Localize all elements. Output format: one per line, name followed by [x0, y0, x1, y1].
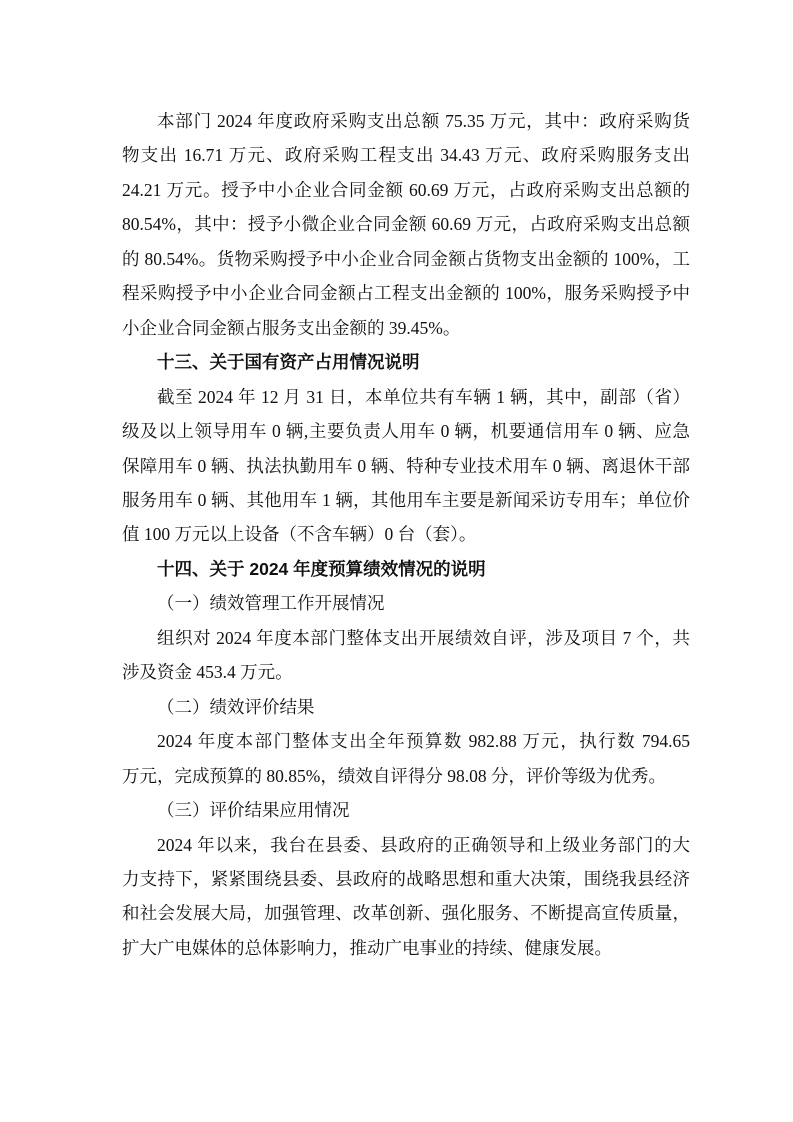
procurement-paragraph	[122, 104, 690, 345]
paragraph-line: 和社会发展大局，加强管理、改革创新、强化服务、不断提高宣传质量，	[122, 903, 690, 924]
subsection-heading-1: （一）绩效管理工作开展情况	[157, 593, 385, 614]
evaluation-result-paragraph	[122, 724, 690, 793]
paragraph-line: 24.21 万元。授予中小企业合同金额 60.69 万元，占政府采购支出总额的	[122, 179, 690, 200]
subsection-heading-3: （三）评价结果应用情况	[157, 800, 350, 821]
section-heading-13: 十三、关于国有资产占用情况说明	[157, 352, 420, 373]
paragraph-line: 的 80.54%。货物采购授予中小企业合同金额占货物支出金额的 100%，工	[122, 248, 690, 269]
paragraph-line: 小企业合同金额占服务支出金额的 39.45%。	[122, 317, 461, 338]
paragraph-line: 力支持下，紧紧围绕县委、县政府的战略思想和重大决策，围绕我县经济	[122, 868, 690, 889]
paragraph-line: 2024 年度本部门整体支出全年预算数 982.88 万元，执行数 794.65	[157, 731, 690, 752]
document-body	[122, 104, 690, 965]
asset-paragraph	[122, 380, 690, 552]
paragraph-line: 程采购授予中小企业合同金额占工程支出金额的 100%，服务采购授予中	[122, 283, 690, 304]
paragraph-line: 级及以上领导用车 0 辆,主要负责人用车 0 辆，机要通信用车 0 辆、应急	[122, 421, 690, 442]
paragraph-line: 涉及资金 453.4 万元。	[122, 662, 293, 683]
paragraph-line: 2024 年以来，我台在县委、县政府的正确领导和上级业务部门的大	[157, 834, 690, 855]
paragraph-line: 组织对 2024 年度本部门整体支出开展绩效自评，涉及项目 7 个，共	[157, 627, 690, 648]
paragraph-line: 扩大广电媒体的总体影响力，推动广电事业的持续、健康发展。	[122, 937, 612, 958]
paragraph-line: 保障用车 0 辆、执法执勤用车 0 辆、特种专业技术用车 0 辆、离退休干部	[122, 455, 690, 476]
paragraph-line: 截至 2024 年 12 月 31 日，本单位共有车辆 1 辆，其中，副部（省）	[157, 386, 690, 407]
paragraph-line: 物支出 16.71 万元、政府采购工程支出 34.43 万元、政府采购服务支出	[122, 145, 690, 166]
subsection-heading-2: （二）绩效评价结果	[157, 696, 315, 717]
paragraph-line: 80.54%，其中：授予小微企业合同金额 60.69 万元，占政府采购支出总额	[122, 214, 690, 235]
paragraph-line: 服务用车 0 辆、其他用车 1 辆，其他用车主要是新闻采访专用车；单位价	[122, 489, 690, 510]
performance-management-paragraph	[122, 621, 690, 690]
paragraph-line: 本部门 2024 年度政府采购支出总额 75.35 万元，其中：政府采购货	[157, 111, 690, 131]
paragraph-line: 值 100 万元以上设备（不含车辆）0 台（套）。	[122, 524, 477, 545]
section-heading-14: 十四、关于 2024 年度预算绩效情况的说明	[157, 558, 486, 579]
result-application-paragraph	[122, 828, 690, 966]
paragraph-line: 万元，完成预算的 80.85%，绩效自评得分 98.08 分，评价等级为优秀。	[122, 765, 666, 786]
